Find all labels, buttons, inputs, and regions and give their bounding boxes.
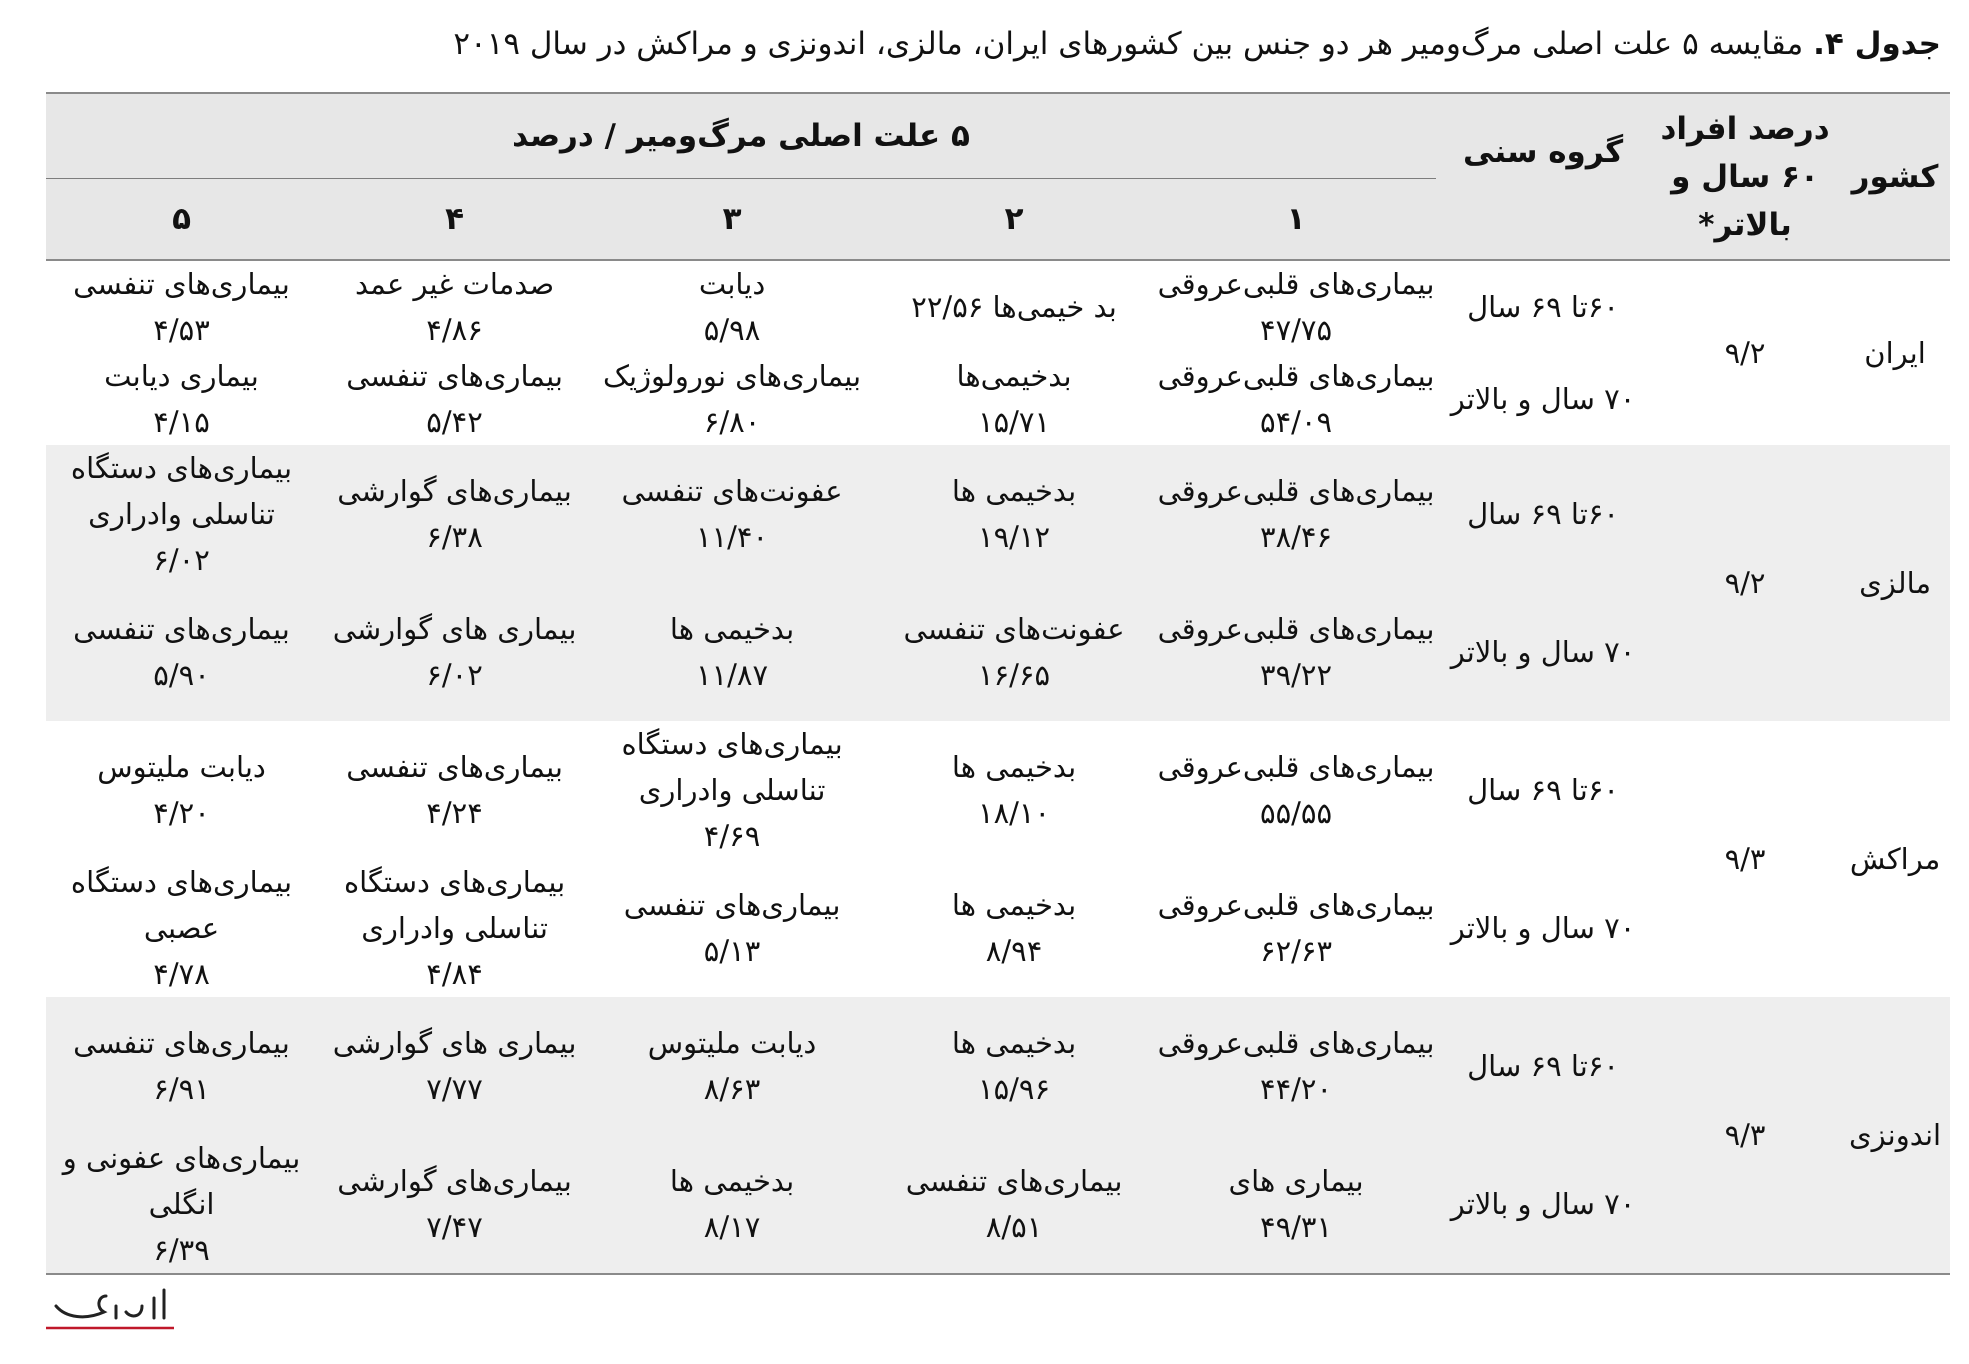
cause-cell-3 bbox=[592, 583, 872, 721]
cause-name: بیماری های bbox=[1228, 1164, 1364, 1198]
cause-name: بیماری‌های قلبی‌عروقی bbox=[1157, 750, 1435, 784]
cause-cell-4 bbox=[317, 721, 592, 859]
cause-value: ۵/۱۳ bbox=[703, 934, 761, 968]
cause-cell-5 bbox=[46, 997, 317, 1135]
age-group-cell: ۶۰تا ۶۹ سال bbox=[1436, 721, 1650, 859]
cause-value: ۴/۱۵ bbox=[153, 405, 210, 439]
cause-cell-4 bbox=[317, 260, 592, 353]
cause-cell-1 bbox=[1156, 260, 1436, 353]
cause-value: ۵/۹۰ bbox=[153, 658, 210, 692]
cause-cell-1 bbox=[1156, 1135, 1436, 1274]
table-row bbox=[46, 997, 1950, 1135]
cause-name: بیماری‌های تنفسی bbox=[73, 612, 290, 646]
header-causes: ۵ علت اصلی مرگ‌ومیر / درصد bbox=[46, 93, 1436, 179]
cause-cell-5 bbox=[46, 353, 317, 445]
cause-name: بیماری‌های عفونی و انگلی bbox=[62, 1141, 301, 1221]
cause-cell-2 bbox=[872, 721, 1156, 859]
header-cause-2: ۲ bbox=[872, 179, 1156, 261]
cause-value: ۷/۴۷ bbox=[426, 1210, 483, 1244]
header-age-group: گروه سنی bbox=[1436, 93, 1650, 260]
cause-value: ۱۱/۴۰ bbox=[696, 520, 769, 554]
cause-cell-3 bbox=[592, 859, 872, 997]
cause-cell-4 bbox=[317, 583, 592, 721]
cause-cell-3 bbox=[592, 1135, 872, 1274]
cause-value: ۴۷/۷۵ bbox=[1260, 313, 1333, 347]
cause-name: بیماری‌های تنفسی bbox=[346, 750, 563, 784]
caption-label: جدول ۴. bbox=[1813, 26, 1941, 62]
cause-name: دیابت bbox=[698, 267, 766, 301]
cause-name: بیماری‌های تنفسی bbox=[905, 1164, 1123, 1198]
cause-value: ۸/۶۳ bbox=[703, 1072, 761, 1106]
cause-value: ۶/۳۹ bbox=[153, 1233, 210, 1267]
cause-value: ۱۵/۷۱ bbox=[978, 405, 1051, 439]
cause-value: ۶/۸۰ bbox=[703, 405, 761, 439]
age-group-cell: ۶۰تا ۶۹ سال bbox=[1436, 997, 1650, 1135]
cause-value: ۱۹/۱۲ bbox=[978, 520, 1051, 554]
cause-value: ۱۵/۹۶ bbox=[978, 1072, 1051, 1106]
cause-cell-4 bbox=[317, 445, 592, 583]
cause-value: ۱۶/۶۵ bbox=[978, 658, 1051, 692]
cause-cell-2 bbox=[872, 260, 1156, 353]
cause-name: بیماری های گوارشی bbox=[332, 612, 577, 646]
cause-value: ۸/۹۴ bbox=[985, 934, 1043, 968]
header-cause-1: ۱ bbox=[1156, 179, 1436, 261]
cause-cell-2 bbox=[872, 997, 1156, 1135]
age-group-cell: ۷۰ سال و بالاتر bbox=[1436, 583, 1650, 721]
cause-cell-1 bbox=[1156, 353, 1436, 445]
cause-name: بدخیمی ها bbox=[669, 1164, 795, 1198]
cause-cell-4 bbox=[317, 353, 592, 445]
cause-name: عفونت‌های تنفسی bbox=[903, 612, 1125, 646]
country-cell: ایران bbox=[1840, 260, 1950, 445]
country-cell: اندونزی bbox=[1840, 997, 1950, 1274]
cause-name: بدخیمی ها bbox=[951, 888, 1077, 922]
cause-value: ۴۴/۲۰ bbox=[1260, 1072, 1333, 1106]
cause-value: ۸/۱۷ bbox=[703, 1210, 761, 1244]
table-row bbox=[46, 445, 1950, 583]
table-row bbox=[46, 721, 1950, 859]
cause-value: ۶/۰۲ bbox=[153, 543, 210, 577]
table-body bbox=[46, 260, 1950, 1274]
cause-cell-3 bbox=[592, 445, 872, 583]
header-cause-5: ۵ bbox=[46, 179, 317, 261]
pct60-cell: ۹/۳ bbox=[1650, 721, 1840, 997]
cause-value: ۳۹/۲۲ bbox=[1260, 658, 1333, 692]
cause-name: صدمات غیر عمد bbox=[354, 267, 555, 301]
cause-name: بیماری‌های دستگاه تناسلی وادراری bbox=[70, 451, 293, 531]
cause-value: ۸/۵۱ bbox=[985, 1210, 1043, 1244]
cause-cell-2 bbox=[872, 1135, 1156, 1274]
cause-name: بیماری‌های قلبی‌عروقی bbox=[1157, 359, 1435, 393]
cause-name: بیماری های گوارشی bbox=[332, 1026, 577, 1060]
cause-name: بیماری‌های گوارشی bbox=[337, 1164, 572, 1198]
cause-value: ۴/۲۰ bbox=[153, 796, 210, 830]
cause-name: بدخیمی‌ها bbox=[956, 359, 1072, 393]
cause-name: بدخیمی ها bbox=[951, 750, 1077, 784]
age-group-cell: ۷۰ سال و بالاتر bbox=[1436, 859, 1650, 997]
cause-name: دیابت ملیتوس bbox=[97, 750, 266, 784]
cause-name: بیماری‌های قلبی‌عروقی bbox=[1157, 612, 1435, 646]
cause-value: ۶/۳۸ bbox=[426, 520, 483, 554]
age-group-cell: ۷۰ سال و بالاتر bbox=[1436, 353, 1650, 445]
cause-value: ۴/۲۴ bbox=[426, 796, 483, 830]
pct60-cell: ۹/۲ bbox=[1650, 445, 1840, 721]
cause-cell-5 bbox=[46, 583, 317, 721]
cause-cell-5 bbox=[46, 260, 317, 353]
header-country: کشور bbox=[1840, 93, 1950, 260]
cause-cell-2 bbox=[872, 583, 1156, 721]
pct60-cell: ۹/۲ bbox=[1650, 260, 1840, 445]
cause-name: بیماری دیابت bbox=[104, 359, 259, 393]
cause-cell-5 bbox=[46, 859, 317, 997]
cause-cell-3 bbox=[592, 997, 872, 1135]
cause-cell-5 bbox=[46, 445, 317, 583]
age-group-cell: ۶۰تا ۶۹ سال bbox=[1436, 445, 1650, 583]
cause-name: بدخیمی ها bbox=[669, 612, 795, 646]
cause-name: بیماری‌های تنفسی bbox=[623, 888, 841, 922]
age-group-cell: ۶۰تا ۶۹ سال bbox=[1436, 260, 1650, 353]
cause-cell-2 bbox=[872, 445, 1156, 583]
pct60-cell: ۹/۳ bbox=[1650, 997, 1840, 1274]
cause-name: بیماری‌های قلبی‌عروقی bbox=[1157, 1026, 1435, 1060]
cause-value: ۱۸/۱۰ bbox=[978, 796, 1051, 830]
cause-cell-1 bbox=[1156, 859, 1436, 997]
cause-name: بیماری‌های دستگاه عصبی bbox=[70, 865, 293, 945]
cause-name: بیماری‌های قلبی‌عروقی bbox=[1157, 888, 1435, 922]
cause-value: ۵۴/۰۹ bbox=[1260, 405, 1333, 439]
cause-name: بیماری‌های تنفسی bbox=[73, 267, 290, 301]
caption-text: مقایسه ۵ علت اصلی مرگ‌ومیر هر دو جنس بین کشورهای ایران، مالزی، اندونزی و مراکش در سال ۲۰۱۹ bbox=[453, 26, 1804, 62]
cause-cell-4 bbox=[317, 997, 592, 1135]
country-cell: مالزی bbox=[1840, 445, 1950, 721]
cause-cell-1 bbox=[1156, 721, 1436, 859]
cause-name: عفونت‌های تنفسی bbox=[621, 474, 843, 508]
cause-name: بیماری‌های تنفسی bbox=[73, 1026, 290, 1060]
mortality-table bbox=[46, 92, 1950, 1275]
cause-value: ۵/۹۸ bbox=[703, 313, 761, 347]
table-caption bbox=[28, 18, 1941, 70]
header-cause-3: ۳ bbox=[592, 179, 872, 261]
country-cell: مراکش bbox=[1840, 721, 1950, 997]
cause-value: ۶/۰۲ bbox=[426, 658, 483, 692]
cause-name: بیماری‌های گوارشی bbox=[337, 474, 572, 508]
cause-name: بد خیمی‌ها ۲۲/۵۶ bbox=[911, 290, 1117, 324]
header-cause-4: ۴ bbox=[317, 179, 592, 261]
cause-cell-1 bbox=[1156, 997, 1436, 1135]
cause-name: بدخیمی ها bbox=[951, 474, 1077, 508]
cause-name: بیماری‌های تنفسی bbox=[346, 359, 563, 393]
age-group-cell: ۷۰ سال و بالاتر bbox=[1436, 1135, 1650, 1274]
cause-name: بیماری‌های نورولوژیک bbox=[603, 359, 862, 393]
cause-value: ۵/۴۲ bbox=[426, 405, 483, 439]
cause-cell-2 bbox=[872, 353, 1156, 445]
cause-cell-3 bbox=[592, 721, 872, 859]
cause-value: ۴/۷۸ bbox=[153, 957, 210, 991]
cause-value: ۱۱/۸۷ bbox=[696, 658, 769, 692]
cause-cell-5 bbox=[46, 721, 317, 859]
cause-cell-4 bbox=[317, 859, 592, 997]
cause-value: ۴/۶۹ bbox=[703, 819, 761, 853]
cause-value: ۴/۸۶ bbox=[426, 313, 483, 347]
cause-cell-1 bbox=[1156, 583, 1436, 721]
cause-cell-5 bbox=[46, 1135, 317, 1274]
cause-value: ۵۵/۵۵ bbox=[1260, 796, 1333, 830]
cause-cell-4 bbox=[317, 1135, 592, 1274]
cause-name: بیماری‌های قلبی‌عروقی bbox=[1157, 267, 1435, 301]
cause-name: بیماری‌های دستگاه تناسلی وادراری bbox=[621, 727, 843, 807]
cause-name: بیماری‌های قلبی‌عروقی bbox=[1157, 474, 1435, 508]
cause-value: ۴۹/۳۱ bbox=[1260, 1210, 1333, 1244]
cause-value: ۴/۸۴ bbox=[426, 957, 483, 991]
cause-name: دیابت ملیتوس bbox=[647, 1026, 817, 1060]
cause-cell-3 bbox=[592, 260, 872, 353]
journal-logo bbox=[46, 1284, 176, 1334]
cause-cell-3 bbox=[592, 353, 872, 445]
cause-name: بیماری‌های دستگاه تناسلی وادراری bbox=[343, 865, 566, 945]
cause-value: ۷/۷۷ bbox=[426, 1072, 483, 1106]
table-row bbox=[46, 260, 1950, 353]
cause-value: ۳۸/۴۶ bbox=[1260, 520, 1333, 554]
cause-value: ۶۲/۶۳ bbox=[1260, 934, 1333, 968]
header-pct60: درصد افراد ۶۰ سال و بالاتر* bbox=[1650, 93, 1840, 260]
cause-value: ۶/۹۱ bbox=[153, 1072, 210, 1106]
cause-cell-1 bbox=[1156, 445, 1436, 583]
cause-cell-2 bbox=[872, 859, 1156, 997]
cause-name: بدخیمی ها bbox=[951, 1026, 1077, 1060]
cause-value: ۴/۵۳ bbox=[153, 313, 210, 347]
